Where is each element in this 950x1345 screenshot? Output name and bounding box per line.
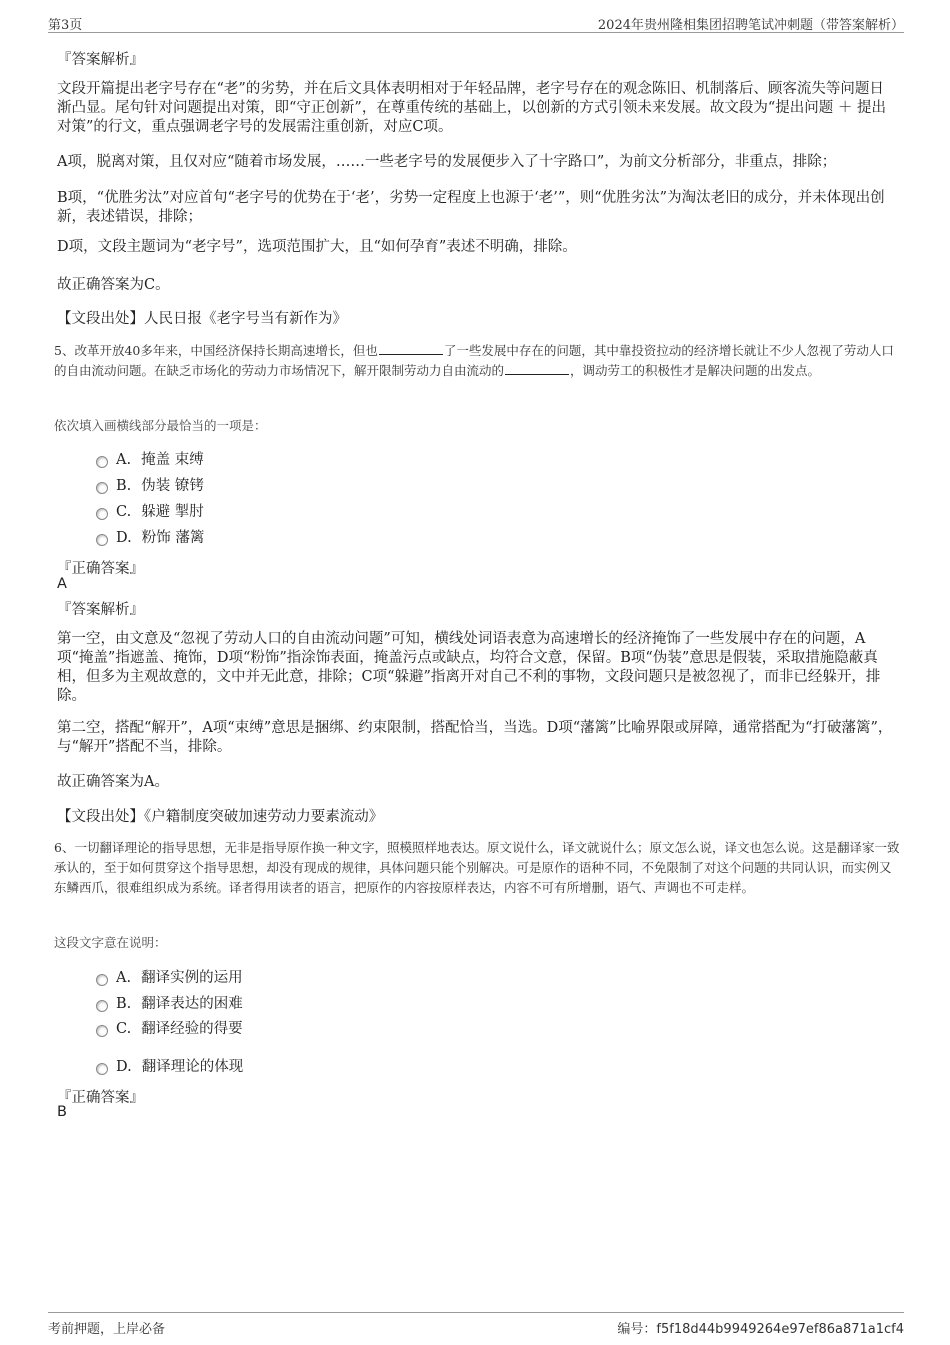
option-letter: A.	[116, 970, 132, 986]
q6-answer: B	[57, 1104, 67, 1120]
footer-code	[617, 1318, 904, 1337]
q6-option-c[interactable]	[96, 1019, 243, 1039]
q5-stem-part-1: 5、改革开放40多年来，中国经济保持长期高速增长，但也	[54, 343, 378, 358]
q6-option-b[interactable]	[96, 994, 243, 1014]
radio-icon[interactable]	[96, 508, 108, 520]
document-title: 2024年贵州隆相集团招聘笔试冲刺题（带答案解析）	[597, 18, 904, 33]
q4-source: 【文段出处】人民日报《老字号当有新作为》	[57, 311, 347, 327]
radio-icon[interactable]	[96, 482, 108, 494]
q5-analysis-paragraph-2: 第二空，搭配“解开”，A项“束缚”意思是捆绑、约束限制，搭配恰当，当选。D项“藩篱”比喻界限或屏障，通常搭配为“打破藩篱”，与“解开”搭配不当，排除。	[57, 720, 893, 755]
option-letter: C.	[116, 1021, 132, 1037]
q6-answer-label: 『正确答案』	[57, 1090, 144, 1106]
option-text: 翻译表达的困难	[141, 996, 243, 1012]
q4-analysis-label: 『答案解析』	[57, 52, 144, 68]
option-letter: D.	[116, 530, 132, 546]
footer-code-value: f5f18d44b9949264e97ef86a871a1cf4	[656, 1322, 904, 1337]
option-letter: A.	[116, 452, 132, 468]
q4-analysis-option-d: D项，文段主题词为“老字号”，选项范围扩大，且“如何孕育”表述不明确，排除。	[57, 239, 577, 255]
q5-analysis-paragraph-1: 第一空，由文意及“忽视了劳动人口的自由流动问题”可知，横线处词语表意为高速增长的经济掩饰了一些发展中存在的问题，A项“掩盖”指遮盖、掩饰，D项“粉饰”指涂饰表面，掩盖污点或缺点，均符合文意，保留。B项“伪装”意思是假装，采取措施隐蔽真相，但多为主观故意的，文中并无此意，排除；C项“躲避”指离开对自己不利的事物，文段问题只是被忽视了，而非已经躲开，排除。	[57, 631, 881, 704]
q5-conclusion: 故正确答案为A。	[57, 774, 169, 790]
q5-stem-part-2: 了一些发展中存在的问题，其中靠投资拉动的经济增长就让不少人忽视了劳动人口的自由流动问题。在缺乏市场化的劳动力市场情况下，解开限制劳动力自由流动的	[54, 343, 894, 378]
q5-option-c[interactable]	[96, 502, 204, 522]
q6-option-d[interactable]	[96, 1057, 243, 1077]
q5-blank-1[interactable]	[379, 342, 443, 355]
option-letter: B.	[116, 478, 132, 494]
q5-stem	[54, 341, 900, 381]
option-text: 翻译实例的运用	[141, 970, 243, 986]
q6-prompt: 这段文字意在说明：	[54, 935, 167, 950]
q6-option-a[interactable]	[96, 968, 243, 988]
q5-answer-label: 『正确答案』	[57, 561, 144, 577]
page-header	[48, 10, 904, 33]
radio-icon[interactable]	[96, 456, 108, 468]
option-text: 粉饰 藩篱	[141, 530, 205, 546]
footer-slogan: 考前押题，上岸必备	[48, 1322, 166, 1337]
option-letter: D.	[116, 1059, 132, 1075]
q5-stem-part-3: ，调动劳工的积极性才是解决问题的出发点。	[570, 363, 821, 378]
page-number: 第3页	[48, 18, 83, 33]
radio-icon[interactable]	[96, 534, 108, 546]
option-text: 伪装 镣铐	[141, 478, 204, 494]
q5-option-d[interactable]	[96, 528, 204, 548]
q4-analysis-option-a: A项，脱离对策，且仅对应“随着市场发展，……一些老字号的发展便步入了十字路口”，为前文分析部分，非重点，排除；	[57, 154, 837, 170]
page-footer	[48, 1312, 904, 1337]
q5-analysis-label: 『答案解析』	[57, 602, 144, 618]
option-text: 翻译理论的体现	[141, 1059, 244, 1075]
q5-answer: A	[57, 576, 67, 592]
q5-option-b[interactable]	[96, 476, 204, 496]
radio-icon[interactable]	[96, 1063, 108, 1075]
option-text: 掩盖 束缚	[141, 452, 204, 468]
option-text: 翻译经验的得要	[141, 1021, 243, 1037]
q5-source: 【文段出处】《户籍制度突破加速劳动力要素流动》	[57, 809, 384, 825]
q4-analysis-option-b: B项，“优胜劣汰”对应首句“老字号的优势在于‘老’，劣势一定程度上也源于‘老’”，则“优胜劣汰”为淘汰老旧的成分，并未体现出创新，表述错误，排除；	[57, 190, 885, 225]
q6-stem: 6、一切翻译理论的指导思想，无非是指导原作换一种文字，照模照样地表达。原文说什么，译文就说什么；原文怎么说，译文也怎么说。这是翻译家一致承认的，至于如何贯穿这个指导思想，却没有现成的规律，具体问题只能个别解决。可是原作的语种不同，不免限制了对这个问题的共同认识，而实例又东鳞西爪，很难组织成为系统。译者得用读者的语言，把原作的内容按原样表达，内容不可有所增删，语气、声调也不可走样。	[54, 840, 900, 895]
q4-conclusion: 故正确答案为C。	[57, 277, 170, 293]
radio-icon[interactable]	[96, 1000, 108, 1012]
radio-icon[interactable]	[96, 974, 108, 986]
q5-prompt: 依次填入画横线部分最恰当的一项是：	[54, 418, 267, 433]
q4-analysis-paragraph: 文段开篇提出老字号存在“老”的劣势，并在后文具体表明相对于年轻品牌，老字号存在的观念陈旧、机制落后、顾客流失等问题日渐凸显。尾句针对问题提出对策，即“守正创新”，在尊重传统的基础上，以创新的方式引领未来发展。故文段为“提出问题 ＋ 提出对策”的行文，重点强调老字号的发展需注重创新，对应C项。	[57, 81, 886, 135]
option-letter: B.	[116, 996, 132, 1012]
footer-code-label: 编号：	[617, 1322, 657, 1337]
option-letter: C.	[116, 504, 132, 520]
radio-icon[interactable]	[96, 1025, 108, 1037]
option-text: 躲避 掣肘	[141, 504, 204, 520]
q5-blank-2[interactable]	[505, 362, 569, 375]
q5-option-a[interactable]	[96, 450, 204, 470]
